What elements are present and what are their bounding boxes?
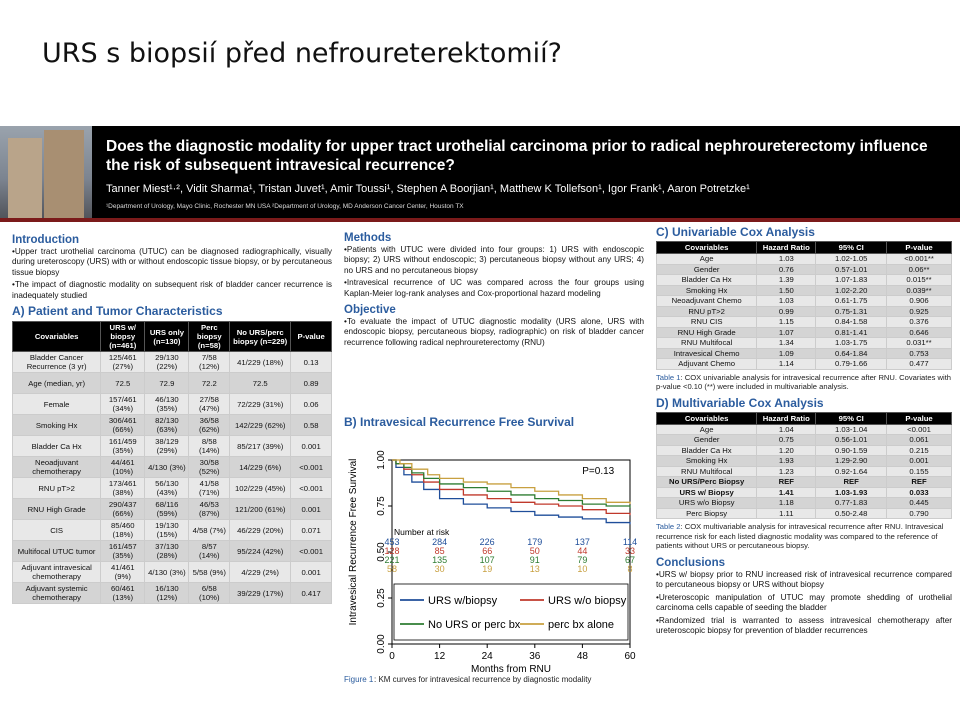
table-cell: 85/217 (39%)	[230, 436, 291, 457]
table-cell: 4/229 (2%)	[230, 562, 291, 583]
y-tick-label: 1.00	[376, 450, 387, 470]
table-cell: 1.50	[757, 285, 816, 296]
table-c-caption	[656, 373, 952, 392]
table-cell: RNU pT>2	[657, 306, 757, 317]
table-row	[13, 583, 332, 604]
table-row	[657, 445, 952, 456]
table-cell: No URS/Perc Biopsy	[657, 477, 757, 488]
table-cell: 0.84-1.58	[816, 317, 887, 328]
table-header-cell: No URS/perc biopsy (n=229)	[230, 322, 291, 352]
table-cell: Bladder Ca Hx	[657, 275, 757, 286]
table-cell: 125/461 (27%)	[101, 352, 145, 373]
table-cell: <0.001	[887, 424, 952, 435]
risk-count: 226	[479, 537, 495, 547]
figure-caption-text: : KM curves for intravesical recurrence by diagnostic modality	[374, 675, 592, 684]
table-cell: 102/229 (45%)	[230, 478, 291, 499]
risk-count: 453	[384, 537, 400, 547]
table-cell: 19/130 (15%)	[145, 520, 189, 541]
table-cell: 1.03	[757, 296, 816, 307]
table-row	[657, 285, 952, 296]
chart-heading: B) Intravesical Recurrence Free Survival	[344, 415, 575, 429]
table-row	[657, 348, 952, 359]
km-survival-chart	[344, 444, 644, 690]
table-cell: 306/461 (66%)	[101, 415, 145, 436]
table-cell: 72.9	[145, 373, 189, 394]
table-cell: 1.23	[757, 466, 816, 477]
poster-banner	[0, 126, 960, 222]
table-cell: 0.790	[887, 508, 952, 519]
risk-count: 221	[384, 555, 400, 565]
table-cell: Intravesical Chemo	[657, 348, 757, 359]
table-cell: 0.06	[291, 394, 332, 415]
table-cell: 0.81-1.41	[816, 327, 887, 338]
table-header-cell: 95% CI	[816, 412, 887, 424]
table-cell: 4/130 (3%)	[145, 562, 189, 583]
table-cell: 0.58	[291, 415, 332, 436]
table-cell: RNU High Grade	[13, 499, 101, 520]
table-row	[13, 541, 332, 562]
table-cell: Age (median, yr)	[13, 373, 101, 394]
table-cell: URS w/o Biopsy	[657, 498, 757, 509]
objective-heading: Objective	[344, 304, 396, 317]
poster-affiliations: ¹Department of Urology, Mayo Clinic, Rochester MN USA ²Department of Urology, MD Anderson Cancer Center, Houston TX	[106, 203, 464, 210]
table-cell: RNU pT>2	[13, 478, 101, 499]
legend-label: URS w/biopsy	[428, 595, 498, 607]
table-cell: 1.20	[757, 445, 816, 456]
table-header-cell: P-value	[887, 412, 952, 424]
table-row	[13, 415, 332, 436]
table-cell: 142/229 (62%)	[230, 415, 291, 436]
table-cell: 0.015**	[887, 275, 952, 286]
y-tick-label: 0.00	[376, 634, 387, 654]
table-cell: 72/229 (31%)	[230, 394, 291, 415]
table-cell: 0.033	[887, 487, 952, 498]
poster-column-left	[12, 226, 332, 604]
table-cell: 0.89	[291, 373, 332, 394]
risk-count: 79	[577, 555, 588, 565]
table-cell: 0.50-2.48	[816, 508, 887, 519]
table-cell: 46/53 (87%)	[189, 499, 230, 520]
table-cell: 46/130 (35%)	[145, 394, 189, 415]
table-cell: 1.93	[757, 456, 816, 467]
table-cell: 1.07-1.83	[816, 275, 887, 286]
table-header-cell: Hazard Ratio	[757, 412, 816, 424]
table-cell: 0.99	[757, 306, 816, 317]
table-cell: 161/457 (35%)	[101, 541, 145, 562]
table-cell: 82/130 (63%)	[145, 415, 189, 436]
conclusions-bullet: •Ureteroscopic manipulation of UTUC may promote shedding of urothelial carcinoma cells capable of seeding the bladder	[656, 592, 952, 613]
table-row	[13, 436, 332, 457]
legend-label: No URS or perc bx	[428, 619, 521, 631]
table-cell: Gender	[657, 435, 757, 446]
table-cell: RNU High Grade	[657, 327, 757, 338]
table-cell: 1.14	[757, 359, 816, 370]
risk-count: 67	[624, 555, 636, 565]
table-header-cell: Covariables	[13, 322, 101, 352]
table-cell: CIS	[13, 520, 101, 541]
table-cell: 0.57-1.01	[816, 264, 887, 275]
table-cell: 0.417	[291, 583, 332, 604]
table-cell: Smoking Hx	[657, 456, 757, 467]
methods-heading: Methods	[344, 232, 392, 244]
table-cell: 1.02-1.05	[816, 254, 887, 265]
legend-label: URS w/o biopsy	[548, 595, 627, 607]
table-cell: 0.376	[887, 317, 952, 328]
table-cell: 7/58 (12%)	[189, 352, 230, 373]
table-row	[657, 317, 952, 328]
risk-count: 85	[434, 546, 445, 556]
figure-caption-label: Figure 1	[344, 675, 374, 684]
table-cell: 0.64-1.84	[816, 348, 887, 359]
table-cell: 56/130 (43%)	[145, 478, 189, 499]
table-cell: 72.2	[189, 373, 230, 394]
table-cell: 44/461 (10%)	[101, 457, 145, 478]
y-axis-label: Intravesical Recurrence Free Survival	[348, 458, 359, 626]
table-row	[657, 359, 952, 370]
table-row	[657, 466, 952, 477]
table-row	[657, 498, 952, 509]
table-cell: 0.56-1.01	[816, 435, 887, 446]
table-cell: REF	[816, 477, 887, 488]
table-cell: Multifocal UTUC tumor	[13, 541, 101, 562]
risk-count: 10	[577, 564, 588, 574]
table-cell: 4/58 (7%)	[189, 520, 230, 541]
introduction-list	[12, 247, 332, 301]
table-row	[13, 520, 332, 541]
table-row	[657, 306, 952, 317]
introduction-bullet: •The impact of diagnostic modality on subsequent risk of bladder cancer recurrence is inadequately studied	[12, 280, 332, 300]
risk-count: 33	[624, 546, 636, 556]
univariable-cox-table	[656, 241, 952, 370]
risk-count: 8	[627, 564, 633, 574]
table-row	[657, 275, 952, 286]
table-cell: 29/130 (22%)	[145, 352, 189, 373]
table-cell: Perc Biopsy	[657, 508, 757, 519]
table-cell: 0.445	[887, 498, 952, 509]
patient-characteristics-table	[12, 321, 332, 604]
poster-body	[12, 226, 954, 690]
table-cell: 1.34	[757, 338, 816, 349]
table-cell: 95/224 (42%)	[230, 541, 291, 562]
table-c-caption-label: Table 1	[656, 372, 681, 382]
table-c-heading: C) Univariable Cox Analysis	[656, 225, 815, 239]
table-header-cell: 95% CI	[816, 242, 887, 254]
risk-count: 30	[434, 564, 445, 574]
table-cell: 0.906	[887, 296, 952, 307]
table-cell: 0.039**	[887, 285, 952, 296]
table-cell: <0.001**	[887, 254, 952, 265]
table-cell: 1.11	[757, 508, 816, 519]
table-cell: 38/129 (29%)	[145, 436, 189, 457]
table-cell: Smoking Hx	[657, 285, 757, 296]
table-cell: Age	[657, 424, 757, 435]
table-cell: 161/459 (35%)	[101, 436, 145, 457]
multivariable-cox-table	[656, 412, 952, 520]
table-header-cell: Perc biopsy (n=58)	[189, 322, 230, 352]
table-row	[657, 264, 952, 275]
introduction-heading: Introduction	[12, 234, 80, 246]
table-d-caption-label: Table 2	[656, 522, 681, 532]
table-cell: 0.001	[887, 456, 952, 467]
table-header-cell: P-value	[887, 242, 952, 254]
y-tick-label: 0.75	[376, 496, 387, 516]
methods-bullet: •Patients with UTUC were divided into four groups: 1) URS with endoscopic biopsy; 2) URS without endoscopic; 3) percutaneous biopsy without any URS; 4) no URS and no percutaneous biopsy	[344, 245, 644, 275]
table-cell: Bladder Ca Hx	[657, 445, 757, 456]
y-tick-label: 0.50	[376, 542, 387, 562]
table-c-caption-text: : COX univariable analysis for intravesical recurrence after RNU. Covariates with p-value <0.10 (**) were included in multivariable analysis.	[656, 372, 952, 392]
risk-count: 66	[482, 546, 493, 556]
table-cell: Adjuvant intravesical chemotherapy	[13, 562, 101, 583]
table-cell: 68/116 (59%)	[145, 499, 189, 520]
table-row	[657, 435, 952, 446]
table-cell: REF	[757, 477, 816, 488]
table-cell: 0.001	[291, 562, 332, 583]
table-cell: Smoking Hx	[13, 415, 101, 436]
table-cell: 39/229 (17%)	[230, 583, 291, 604]
table-cell: 1.29-2.90	[816, 456, 887, 467]
table-cell: Neoadjuvant chemotherapy	[13, 457, 101, 478]
table-cell: 8/58 (14%)	[189, 436, 230, 457]
table-cell: 1.03-1.75	[816, 338, 887, 349]
table-cell: Adjuvant Chemo	[657, 359, 757, 370]
table-row	[657, 338, 952, 349]
table-cell: 0.477	[887, 359, 952, 370]
table-cell: 41/58 (71%)	[189, 478, 230, 499]
risk-count: 19	[482, 564, 493, 574]
x-tick-label: 48	[576, 651, 588, 662]
conclusions-bullet: •URS w/ biopsy prior to RNU increased risk of intravesical recurrence compared to percutaneous biopsy or URS without biopsy	[656, 569, 952, 590]
legend-box	[394, 584, 628, 640]
risk-count: 58	[386, 564, 398, 574]
table-cell: 72.5	[101, 373, 145, 394]
x-tick-label: 24	[481, 651, 493, 662]
table-cell: 0.061	[887, 435, 952, 446]
poster-title: Does the diagnostic modality for upper tract urothelial carcinoma prior to radical nephroureterectomy influence the risk of subsequent intravesical recurrence?	[106, 138, 928, 174]
table-row	[13, 562, 332, 583]
table-cell: 0.071	[291, 520, 332, 541]
table-cell: 1.03	[757, 254, 816, 265]
table-cell: 16/130 (12%)	[145, 583, 189, 604]
table-cell: 1.18	[757, 498, 816, 509]
table-cell: 1.39	[757, 275, 816, 286]
table-row	[13, 352, 332, 373]
x-tick-label: 0	[389, 651, 395, 662]
table-cell: 85/460 (18%)	[101, 520, 145, 541]
table-d-caption	[656, 522, 952, 551]
poster-column-right	[656, 226, 952, 636]
x-tick-label: 60	[624, 651, 636, 662]
table-header-cell: P-value	[291, 322, 332, 352]
methods-bullet: •Intravesical recurrence of UC was compared across the four groups using Kaplan-Meier log-rank analyses and Cox-proportional hazard modeling	[344, 278, 644, 298]
table-cell: 0.75	[757, 435, 816, 446]
table-cell: Gender	[657, 264, 757, 275]
p-value-annotation: P=0.13	[582, 466, 615, 477]
hospital-building-photo	[0, 126, 92, 222]
table-cell: 1.03-1.93	[816, 487, 887, 498]
poster-authors: Tanner Miest¹·², Vidit Sharma¹, Tristan Juvet¹, Amir Toussi¹, Stephen A Boorjian¹, Matthew K Tollefson¹, Igor Frank¹, Aaron Potretzke¹	[106, 183, 750, 195]
risk-count: 137	[574, 537, 590, 547]
table-row	[657, 254, 952, 265]
table-cell: Neoadjuvant Chemo	[657, 296, 757, 307]
table-row	[657, 424, 952, 435]
risk-count: 107	[479, 555, 495, 565]
table-cell: 290/437 (66%)	[101, 499, 145, 520]
table-cell: 0.92-1.64	[816, 466, 887, 477]
table-cell: 0.06**	[887, 264, 952, 275]
table-cell: 0.61-1.75	[816, 296, 887, 307]
table-cell: 1.03-1.04	[816, 424, 887, 435]
table-row	[657, 487, 952, 498]
table-cell: 0.925	[887, 306, 952, 317]
risk-count: 284	[432, 537, 448, 547]
risk-count: 179	[527, 537, 543, 547]
table-cell: Adjuvant systemic chemotherapy	[13, 583, 101, 604]
table-header-cell: Hazard Ratio	[757, 242, 816, 254]
table-cell: 0.77-1.83	[816, 498, 887, 509]
objective-bullet: •To evaluate the impact of UTUC diagnostic modality (URS alone, URS with endoscopic biopsy, percutaneous biopsy, radiographic) on risk of bladder cancer recurrence following radical nephroureterectomy (RNU)	[344, 317, 644, 347]
table-cell: <0.001	[291, 541, 332, 562]
table-cell: 0.753	[887, 348, 952, 359]
risk-count: 114	[622, 537, 638, 547]
table-cell: 27/58 (47%)	[189, 394, 230, 415]
table-cell: 41/461 (9%)	[101, 562, 145, 583]
table-cell: 0.646	[887, 327, 952, 338]
table-d-heading: D) Multivariable Cox Analysis	[656, 395, 824, 410]
table-cell: RNU Multifocal	[657, 466, 757, 477]
table-cell: 1.41	[757, 487, 816, 498]
table-cell: 0.75-1.31	[816, 306, 887, 317]
table-cell: Bladder Ca Hx	[13, 436, 101, 457]
table-cell: 1.02-2.20	[816, 285, 887, 296]
slide-title: URS s biopsií před nefroureterektomií?	[42, 38, 563, 69]
table-cell: 5/58 (9%)	[189, 562, 230, 583]
table-cell: <0.001	[291, 457, 332, 478]
table-cell: 0.90-1.59	[816, 445, 887, 456]
risk-count: 13	[529, 564, 540, 574]
table-cell: 0.79-1.66	[816, 359, 887, 370]
introduction-bullet: •Upper tract urothelial carcinoma (UTUC) can be diagnosed radiographically, visually during ureteroscopy (URS) with or without endoscopic tissue biopsy, or by percutaneous tissue biopsy	[12, 247, 332, 277]
table-cell: 60/461 (13%)	[101, 583, 145, 604]
conclusions-heading: Conclusions	[656, 556, 726, 569]
x-tick-label: 36	[529, 651, 541, 662]
table-header-cell: Covariables	[657, 412, 757, 424]
table-cell: 46/229 (20%)	[230, 520, 291, 541]
table-cell: 0.215	[887, 445, 952, 456]
risk-table-title: Number at risk	[394, 527, 450, 537]
table-cell: 0.76	[757, 264, 816, 275]
x-tick-label: 12	[434, 651, 446, 662]
table-cell: Age	[657, 254, 757, 265]
table-cell: 121/200 (61%)	[230, 499, 291, 520]
y-tick-label: 0.25	[376, 588, 387, 608]
table-row	[657, 508, 952, 519]
table-header-cell: URS only (n=130)	[145, 322, 189, 352]
table-row	[657, 327, 952, 338]
table-cell: 1.07	[757, 327, 816, 338]
table-header-cell: Covariables	[657, 242, 757, 254]
table-cell: 30/58 (52%)	[189, 457, 230, 478]
table-row	[13, 373, 332, 394]
table-row	[13, 394, 332, 415]
risk-count: 91	[529, 555, 540, 565]
table-row	[13, 457, 332, 478]
table-cell: 4/130 (3%)	[145, 457, 189, 478]
table-cell: 6/58 (10%)	[189, 583, 230, 604]
table-cell: 0.155	[887, 466, 952, 477]
risk-count: 50	[529, 546, 540, 556]
table-row	[13, 499, 332, 520]
table-cell: 173/461 (38%)	[101, 478, 145, 499]
risk-count: 44	[577, 546, 588, 556]
table-cell: RNU Multifocal	[657, 338, 757, 349]
conclusions-bullet: •Randomized trial is warranted to assess intravesical chemotherapy after ureteroscopic biopsy for prevention of bladder recurrences	[656, 615, 952, 635]
table-cell: Bladder Cancer Recurrence (3 yr)	[13, 352, 101, 373]
legend-label: perc bx alone	[548, 619, 615, 631]
table-cell: 0.031**	[887, 338, 952, 349]
table-row	[13, 478, 332, 499]
table-header-cell: URS w/ biopsy (n=461)	[101, 322, 145, 352]
risk-count: 135	[432, 555, 448, 565]
table-cell: REF	[887, 477, 952, 488]
table-cell: 0.001	[291, 436, 332, 457]
table-cell: 0.001	[291, 499, 332, 520]
table-cell: 1.09	[757, 348, 816, 359]
table-cell: 14/229 (6%)	[230, 457, 291, 478]
table-cell: 41/229 (18%)	[230, 352, 291, 373]
table-cell: RNU CIS	[657, 317, 757, 328]
table-cell: 1.15	[757, 317, 816, 328]
poster-column-middle	[344, 226, 644, 684]
table-cell: 37/130 (28%)	[145, 541, 189, 562]
table-a-heading: A) Patient and Tumor Characteristics	[12, 304, 223, 319]
table-cell: URS w/ Biopsy	[657, 487, 757, 498]
table-cell: 8/57 (14%)	[189, 541, 230, 562]
x-axis-label: Months from RNU	[470, 664, 552, 675]
table-cell: 72.5	[230, 373, 291, 394]
table-d-caption-text: : COX multivariable analysis for intravesical recurrence after RNU. Intravesical recurrence risk for each listed diagnostic modality was compared to the reference of patients without URS or percutaneous biopsy.	[656, 522, 944, 551]
table-cell: 1.04	[757, 424, 816, 435]
table-cell: 0.13	[291, 352, 332, 373]
table-cell: <0.001	[291, 478, 332, 499]
risk-count: 128	[384, 546, 400, 556]
table-row	[657, 456, 952, 467]
table-row	[657, 477, 952, 488]
table-cell: 157/461 (34%)	[101, 394, 145, 415]
table-cell: 36/58 (62%)	[189, 415, 230, 436]
table-cell: Female	[13, 394, 101, 415]
table-row	[657, 296, 952, 307]
